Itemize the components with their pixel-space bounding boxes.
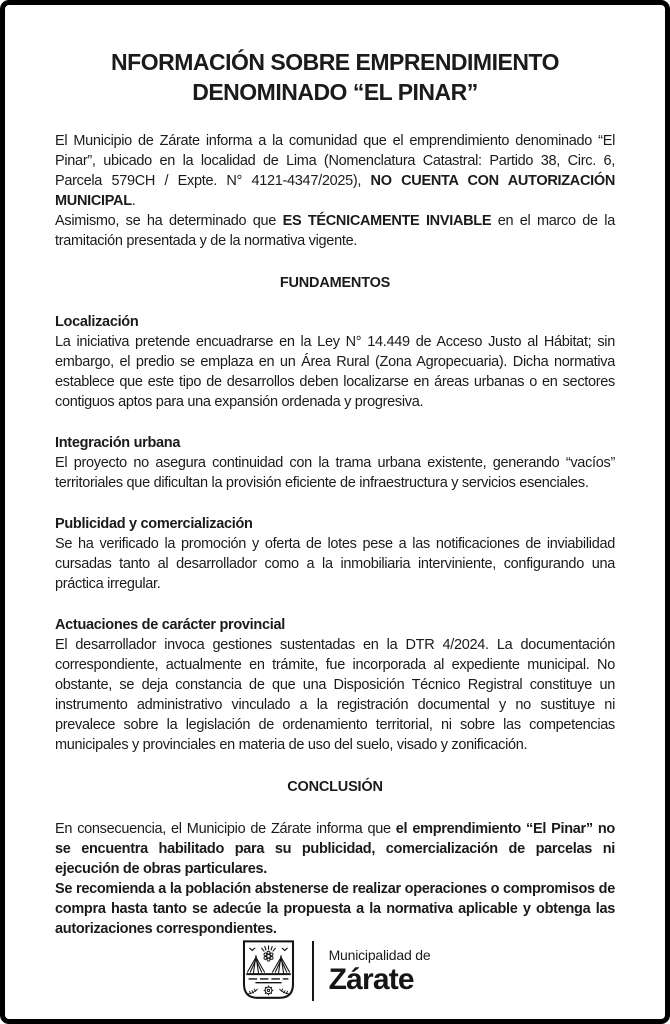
org-name-line1: Municipalidad de (328, 946, 431, 963)
intro-bold-no-authorization: NO CUENTA CON AUTORIZACIÓN MUNICIPAL (55, 173, 615, 209)
intro-text: El Municipio de Zárate informa a la comunidad que el emprendimiento denominado “El Pinar”, ubicado en la localidad de Lima (Nomenclatura Catastral: Partido 38, Circ. 6, Parcela 579CH / Expte. N° 4121-4347/2025), (55, 133, 615, 189)
intro-paragraph (55, 131, 615, 251)
section-body-localizacion: La iniciativa pretende encuadrarse en la Ley N° 14.449 de Acceso Justo al Hábitat; sin embargo, el predio se emplaza en un Área Rural (Zona Agropecuaria). Dicha normativa establece que este tipo de desarrollos deben localizarse en áreas urbanas o en sectores contiguos aptos para una expansión ordenada y progresiva. (55, 334, 615, 410)
page-title-line2: DENOMINADO “EL PINAR” (192, 79, 478, 105)
section-title-integracion-urbana: Integración urbana (55, 435, 181, 451)
section-title-localizacion: Localización (55, 314, 139, 330)
page-title (55, 47, 615, 107)
municipality-logo (55, 939, 615, 1003)
conclusion-bold-not-enabled: el emprendimiento “El Pinar” no se encuentra habilitado para su publicidad, comercialización de parcelas ni ejecución de obras particulares. (55, 821, 615, 877)
zarate-crest-icon (240, 939, 297, 1003)
org-name-line2: Zárate (328, 962, 414, 996)
conclusion-paragraph (55, 819, 615, 939)
organization-name (329, 947, 431, 996)
section-title-publicidad: Publicidad y comercialización (55, 516, 253, 532)
conclusion-bold-recommendation: Se recomienda a la población abstenerse de realizar operaciones o compromisos de compra hasta tanto se adecúe la propuesta a la normativa aplicable y obtenga las autorizaciones correspondientes. (55, 881, 615, 937)
municipal-notice-document (5, 5, 665, 1024)
conclusion-heading: CONCLUSIÓN (287, 779, 383, 795)
section-body-publicidad: Se ha verificado la promoción y oferta de lotes pese a las notificaciones de inviabilidad cursadas tanto al desarrollador como a la inmobiliaria interviniente, configurando una práctica irregular. (55, 536, 615, 592)
section-title-actuaciones-provincial: Actuaciones de carácter provincial (55, 617, 285, 633)
page-title-line1: NFORMACIÓN SOBRE EMPRENDIMIENTO (111, 49, 559, 75)
section-body-actuaciones-provincial: El desarrollador invoca gestiones sustentadas en la DTR 4/2024. La documentación correspondiente, actualmente en trámite, fue incorporada al expediente municipal. No obstante, se deja constancia de que una Disposición Técnico Registral constituye un instrumento administrativo vinculado a la registración documental y no sustituye ni prevalece sobre la legislación de ordenamiento territorial, ni sobre las competencias municipales y provinciales en materia de uso del suelo, visado y zonificación. (55, 637, 615, 753)
section-body-integracion-urbana: El proyecto no asegura continuidad con la trama urbana existente, generando “vacíos” territoriales que dificultan la provisión eficiente de infraestructura y servicios esenciales. (55, 455, 615, 491)
intro-period: . (131, 193, 136, 209)
conclusion-text: En consecuencia, el Municipio de Zárate informa que (55, 821, 396, 837)
intro-bold-inviable: ES TÉCNICAMENTE INVIABLE (282, 213, 492, 229)
logo-divider (312, 941, 314, 1001)
fundamentos-heading: FUNDAMENTOS (279, 275, 391, 291)
intro-line2-tail: en el marco de la tramitación presentada y de la normativa vigente. (55, 213, 615, 249)
intro-line2-text: Asimismo, se ha determinado que (55, 213, 283, 229)
